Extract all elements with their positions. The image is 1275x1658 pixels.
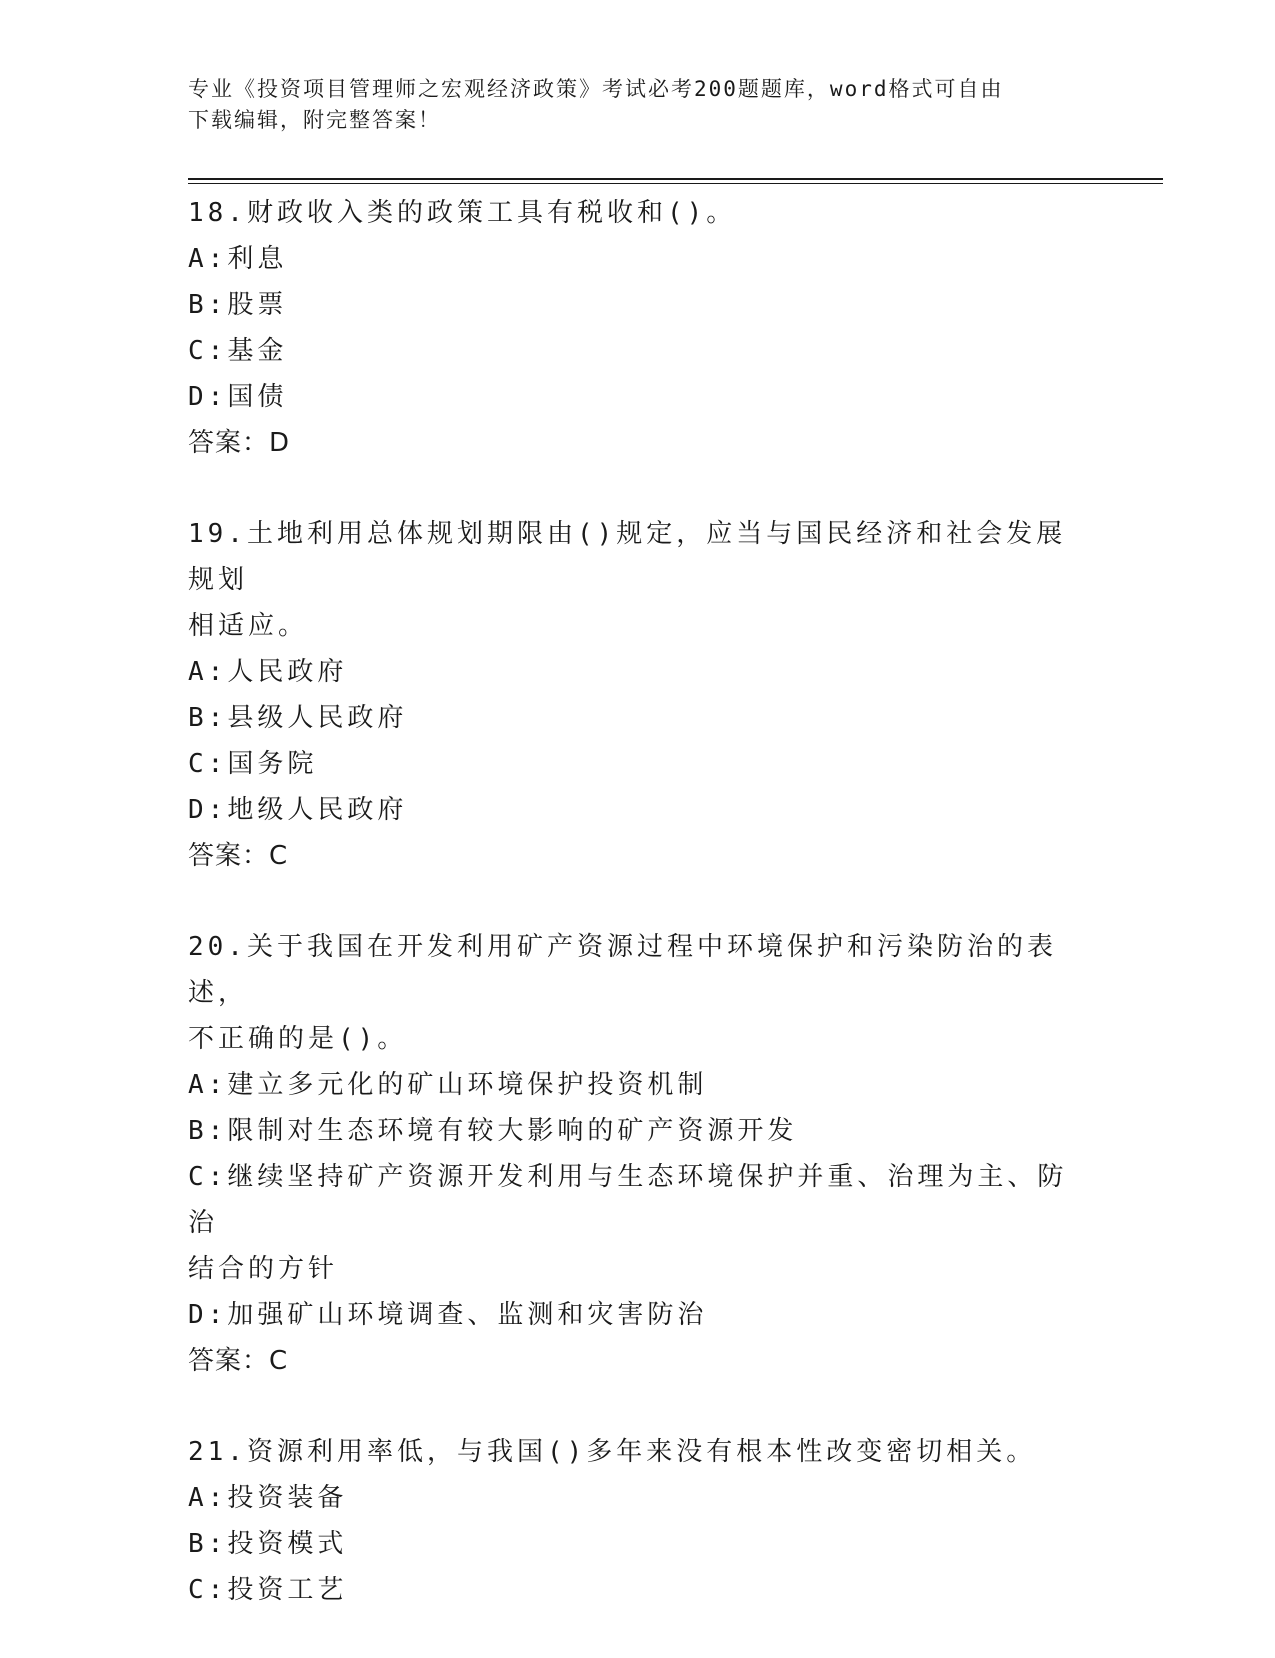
question-stem-cont: 相适应。 [188, 611, 309, 641]
answer-line: 答案：C [188, 841, 289, 871]
option-text: 投资模式 [227, 1529, 348, 1559]
question-18 [188, 190, 1088, 466]
option-b [188, 1108, 1088, 1154]
option-text: 投资装备 [227, 1483, 348, 1513]
option-c [188, 741, 1088, 787]
option-letter: D: [188, 1300, 228, 1330]
option-letter: B: [188, 1529, 228, 1559]
option-text: 县级人民政府 [227, 703, 408, 733]
option-text: 股票 [227, 290, 288, 320]
option-b [188, 695, 1088, 741]
option-text: 国债 [227, 382, 288, 412]
answer-line: 答案：C [188, 1346, 289, 1376]
option-letter: C: [188, 1162, 228, 1192]
option-text: 限制对生态环境有较大影响的矿产资源开发 [227, 1116, 798, 1146]
option-d [188, 787, 1088, 833]
answer-line: 答案：D [188, 428, 291, 458]
question-stem: 21.资源利用率低，与我国()多年来没有根本性改变密切相关。 [188, 1437, 1037, 1467]
question-list [188, 190, 1088, 1658]
option-d [188, 1292, 1088, 1338]
option-letter: A: [188, 657, 228, 687]
option-letter: C: [188, 336, 228, 366]
option-letter: B: [188, 703, 228, 733]
option-text: 投资工艺 [227, 1575, 348, 1605]
option-d [188, 374, 1088, 420]
header-line-2: 下载编辑，附完整答案！ [188, 108, 441, 132]
option-a [188, 1475, 1088, 1521]
option-a [188, 1062, 1088, 1108]
option-text: 基金 [227, 336, 288, 366]
document-header [188, 74, 1088, 136]
option-letter: D: [188, 382, 228, 412]
option-text: 加强矿山环境调查、监测和灾害防治 [227, 1300, 708, 1330]
question-19 [188, 511, 1088, 879]
question-stem: 18.财政收入类的政策工具有税收和()。 [188, 198, 737, 228]
option-text: 继续坚持矿产资源开发利用与生态环境保护并重、治理为主、防治 [188, 1162, 1068, 1238]
option-b [188, 282, 1088, 328]
option-letter: C: [188, 749, 228, 779]
option-a [188, 649, 1088, 695]
option-b [188, 1521, 1088, 1567]
option-c-cont: 结合的方针 [188, 1254, 339, 1284]
header-rule-thick [188, 178, 1163, 180]
option-letter: A: [188, 1070, 228, 1100]
header-line-1: 专业《投资项目管理师之宏观经济政策》考试必考200题题库，word格式可自由 [188, 77, 1004, 101]
option-c [188, 328, 1088, 374]
option-letter: D: [188, 795, 228, 825]
question-21 [188, 1429, 1088, 1613]
option-a [188, 236, 1088, 282]
question-stem-cont: 不正确的是()。 [188, 1024, 408, 1054]
option-letter: B: [188, 1116, 228, 1146]
option-text: 利息 [227, 244, 288, 274]
option-letter: A: [188, 244, 228, 274]
option-text: 地级人民政府 [227, 795, 408, 825]
option-letter: B: [188, 290, 228, 320]
option-c [188, 1154, 1088, 1246]
option-c [188, 1567, 1088, 1613]
option-text: 人民政府 [227, 657, 348, 687]
question-stem: 19.土地利用总体规划期限由()规定，应当与国民经济和社会发展规划 [188, 519, 1067, 595]
question-stem: 20.关于我国在开发利用矿产资源过程中环境保护和污染防治的表述， [188, 932, 1057, 1008]
question-20 [188, 924, 1088, 1384]
header-rule-thin [188, 183, 1163, 184]
option-text: 建立多元化的矿山环境保护投资机制 [227, 1070, 708, 1100]
option-letter: A: [188, 1483, 228, 1513]
option-text: 国务院 [227, 749, 318, 779]
option-letter: C: [188, 1575, 228, 1605]
